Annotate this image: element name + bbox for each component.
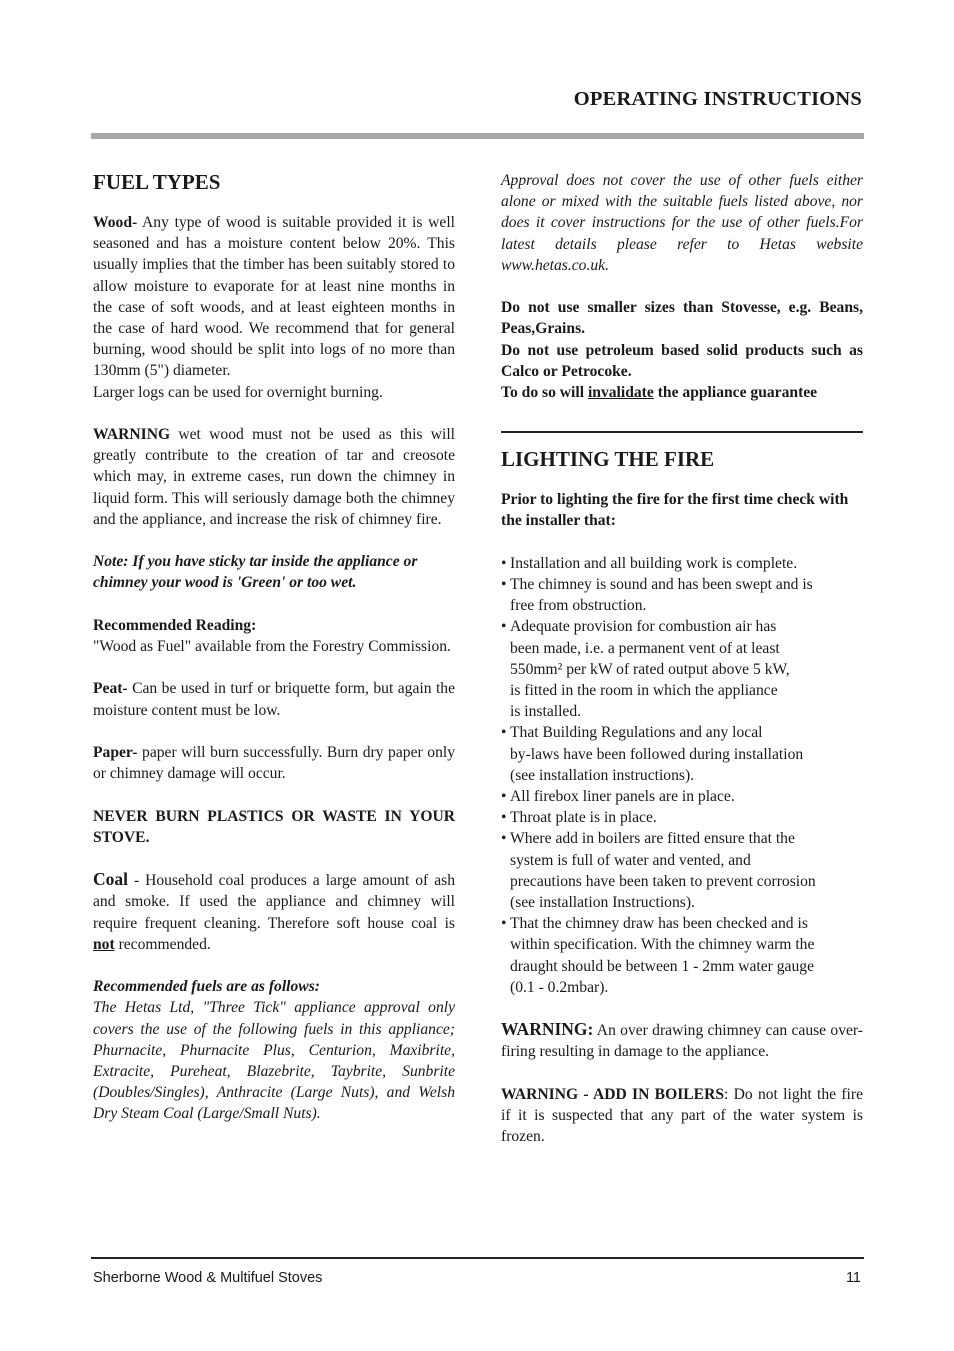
warning-overdraw-text: An over drawing chimney can cause over-firing resulting in damage to the appliance.: [501, 1022, 863, 1061]
checklist-item: [501, 913, 863, 998]
wood-label: Wood-: [93, 214, 138, 231]
lighting-intro: Prior to lighting the fire for the first time check with the installer that:: [501, 491, 849, 530]
tar-note: Note: If you have sticky tar inside the appliance or chimney your wood is 'Green' or too wet.: [93, 553, 418, 592]
checklist-item-line: is fitted in the room in which the appliance: [510, 682, 778, 700]
checklist-item-line: All firebox liner panels are in place.: [510, 788, 735, 806]
checklist-item: [501, 722, 863, 786]
warning-boilers-text: : Do not light the fire if it is suspected that any part of the water system is frozen.: [501, 1085, 864, 1146]
warning-boilers-label: WARNING - ADD IN BOILERS: [501, 1085, 725, 1103]
checklist-item-line: (0.1 - 0.2mbar).: [510, 978, 609, 996]
left-column: [93, 168, 455, 1125]
page-number: 11: [845, 1270, 861, 1286]
peat-label: Peat-: [93, 680, 128, 698]
bullet-icon: •: [501, 830, 507, 848]
recommended-reading-text: "Wood as Fuel" available from the Forestry Commission.: [93, 638, 451, 656]
right-column: [501, 170, 863, 1147]
checklist-item-line: Where add in boilers are fitted ensure that the: [510, 830, 795, 848]
checklist-item: [501, 574, 863, 616]
checklist-item-line: That the chimney draw has been checked and is: [510, 915, 808, 933]
wood-text: Any type of wood is suitable provided it is well seasoned and has a moisture content below 20%. This usually implies that the timber has been suitably stored to allow moisture to evaporate for at least nine months in the case of soft woods, and at least eighteen months in the case of hard wood. We recommend that for general burning, wood should be split into logs of no more than 130mm (5") diameter.: [93, 214, 455, 380]
coal-text-1: - Household coal produces a large amount of ash and smoke. If used the appliance and chimney will require frequent cleaning. Therefore soft house coal is: [93, 872, 455, 932]
footer-rule: [91, 1257, 864, 1259]
checklist-item-line: The chimney is sound and has been swept and is: [510, 576, 813, 594]
checklist-item-line: free from obstruction.: [510, 597, 647, 615]
bullet-icon: •: [501, 618, 507, 636]
warning-boilers-paragraph: [501, 1084, 863, 1148]
footer-title: Sherborne Wood & Multifuel Stoves: [93, 1270, 323, 1286]
fuel-types-heading: FUEL TYPES: [93, 170, 221, 194]
checklist-item-line: (see installation Instructions).: [510, 894, 695, 912]
petroleum-warning: Do not use petroleum based solid products such as Calco or Petrocoke.: [501, 341, 863, 380]
lighting-heading: LIGHTING THE FIRE: [501, 447, 715, 472]
checklist-item: [501, 553, 863, 574]
smaller-sizes-warning: Do not use smaller sizes than Stovesse, e.g. Beans, Peas,Grains.: [501, 299, 863, 338]
guarantee-warning: [501, 382, 863, 403]
paper-text: paper will burn successfully. Burn dry paper only or chimney damage will occur.: [93, 744, 455, 783]
checklist-item-line: within specification. With the chimney warm the: [510, 936, 815, 954]
wood-logs-text: Larger logs can be used for overnight burning.: [93, 383, 383, 401]
bullet-icon: •: [501, 915, 507, 933]
checklist-item-line: 550mm² per kW of rated output above 5 kW,: [510, 660, 790, 678]
never-burn-warning: NEVER BURN PLASTICS OR WASTE IN YOUR STOVE.: [93, 807, 455, 846]
bullet-icon: •: [501, 809, 507, 827]
checklist-item-line: Installation and all building work is complete.: [510, 554, 798, 572]
coal-paragraph: [93, 869, 455, 955]
checklist-item-line: by-laws have been followed during installation: [510, 745, 804, 763]
peat-text: Can be used in turf or briquette form, but again the moisture content must be low.: [93, 680, 455, 719]
warning-paragraph: [93, 424, 455, 530]
bullet-icon: •: [501, 724, 507, 742]
warning-label: WARNING: [93, 426, 171, 444]
recommended-reading-label: Recommended Reading:: [93, 616, 257, 634]
checklist-item-line: been made, i.e. a permanent vent of at least: [510, 639, 780, 657]
checklist-item-line: precautions have been taken to prevent corrosion: [510, 872, 816, 890]
wood-paragraph: [93, 212, 455, 382]
warning-text: wet wood must not be used as this will greatly contribute to the creation of tar and creosote which may, in extreme cases, run down the chimney in liquid form. This will seriously damage both the chimney and the appliance, and increase the risk of chimney fire.: [93, 426, 455, 528]
checklist-item-line: draught should be between 1 - 2mm water gauge: [510, 957, 814, 975]
coal-text-2: recommended.: [114, 935, 211, 953]
checklist-item: [501, 786, 863, 807]
header-rule: [91, 133, 864, 139]
page-header-title: OPERATING INSTRUCTIONS: [573, 88, 862, 110]
bullet-icon: •: [501, 788, 507, 806]
lighting-checklist: [501, 553, 863, 998]
checklist-item-line: is installed.: [510, 703, 582, 721]
peat-paragraph: [93, 678, 455, 720]
checklist-item-line: (see installation instructions).: [510, 766, 695, 784]
coal-label: Coal: [93, 869, 128, 890]
checklist-item-line: That Building Regulations and any local: [510, 724, 763, 742]
checklist-item-line: Throat plate is in place.: [510, 809, 657, 827]
guarantee-text-1: To do so will: [501, 384, 588, 402]
coal-not: not: [93, 935, 115, 953]
checklist-item: [501, 616, 863, 722]
checklist-item: [501, 828, 863, 913]
checklist-item: [501, 807, 863, 828]
warning-overdraw-paragraph: [501, 1019, 863, 1062]
guarantee-text-2: the appliance guarantee: [653, 384, 818, 402]
recommended-fuels-text: The Hetas Ltd, "Three Tick" appliance approval only covers the use of the following fuels in this appliance; Phurnacite, Phurnacite Plus, Centurion, Maxibrite, Extracite, Pureheat, Blazebrite, Taybrite, Sunbrite (Doubles/Singles), Anthracite (Large Nuts), and Welsh Dry Steam Coal (Large/Small Nuts).: [93, 999, 455, 1123]
guarantee-invalidate: invalidate: [587, 384, 654, 402]
bullet-icon: •: [501, 576, 507, 594]
checklist-item-line: system is full of water and vented, and: [510, 851, 751, 869]
recommended-fuels-label: Recommended fuels are as follows:: [93, 978, 320, 996]
paper-paragraph: [93, 742, 455, 784]
approval-text: Approval does not cover the use of other fuels either alone or mixed with the suitable fuels listed above, nor does it cover instructions for the use of other fuels.For latest details please refer to Hetas website www.hetas.co.uk.: [501, 172, 863, 274]
bullet-icon: •: [501, 554, 507, 572]
warning-overdraw-label: WARNING:: [501, 1019, 594, 1040]
paper-label: Paper-: [93, 744, 138, 761]
checklist-item-line: Adequate provision for combustion air has: [510, 618, 777, 636]
